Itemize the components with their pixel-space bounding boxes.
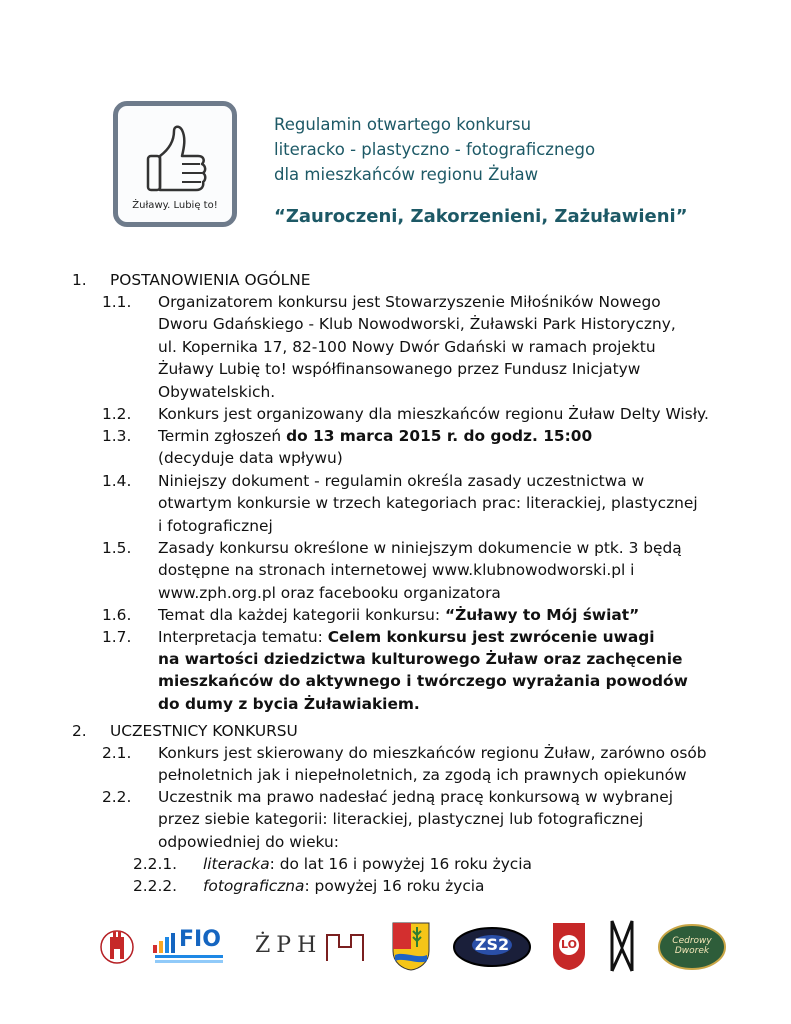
item-text <box>158 626 738 648</box>
gmina-coat-of-arms-logo <box>391 921 431 971</box>
item-text: dostępne na stronach internetowej www.klubnowodworski.pl i <box>158 561 635 580</box>
item-text: Organizatorem konkursu jest Stowarzyszenie Miłośników Nowego <box>158 293 661 311</box>
monogram-logo <box>610 919 634 973</box>
item-number: 1.3. <box>102 427 132 445</box>
thumbs-up-logo <box>113 101 237 227</box>
category-term: fotograficzna <box>203 877 305 895</box>
zph-logo-text: ŻPH <box>255 933 323 958</box>
item-number: 2.1. <box>102 744 132 762</box>
section-number: 2. <box>72 722 87 740</box>
subitem-number: 2.2.1. <box>133 855 178 873</box>
zph-logo <box>255 927 367 967</box>
item-text: przez siebie kategorii: literackiej, plastycznej lub fotograficznej <box>158 810 644 829</box>
item-text: Niniejszy dokument - regulamin określa zasady uczestnictwa w <box>158 472 645 490</box>
item-text: otwartym konkursie w trzech kategoriach prac: literackiej, plastycznej <box>158 494 698 513</box>
interpretation-text: na wartości dziedzictwa kulturowego Żuław oraz zachęcenie <box>158 650 683 668</box>
item-text: www.zph.org.pl oraz facebooku organizatora <box>158 583 501 602</box>
klub-nowodworski-logo <box>100 923 134 971</box>
category-age: : powyżej 16 roku życia <box>304 877 485 895</box>
interpretation-text: Celem konkursu jest zwrócenie uwagi <box>327 628 655 646</box>
item-number: 1.7. <box>102 628 132 646</box>
item-text <box>158 425 738 447</box>
item-number: 1.5. <box>102 539 132 557</box>
item-text: ul. Kopernika 17, 82-100 Nowy Dwór Gdański w ramach projektu <box>158 337 656 356</box>
logo-caption: Żuławy. Lubię to! <box>132 200 218 211</box>
subitem-number: 2.2.2. <box>133 877 178 895</box>
title-line: Regulamin otwartego konkursu <box>274 115 532 134</box>
lo-badge-logo <box>551 921 587 971</box>
interpretation-text: mieszkańców do aktywnego i twórczego wyrażania powodów <box>158 672 688 691</box>
item-number: 1.1. <box>102 293 132 311</box>
item-text: pełnoletnich jak i niepełnoletnich, za zgodą ich prawnych opiekunów <box>158 766 687 785</box>
sponsor-logos <box>95 915 735 980</box>
item-text: Obywatelskich. <box>158 382 276 401</box>
deadline-date: do 13 marca 2015 r. do godz. 15:00 <box>286 427 593 445</box>
item-text: (decyduje data wpływu) <box>158 449 343 468</box>
item-text: Uczestnik ma prawo nadesłać jedną pracę konkursową w wybranej <box>158 788 674 806</box>
fio-logo-text: FIO <box>179 927 221 952</box>
item-text: Dworu Gdańskiego - Klub Nowodworski, Żuławski Park Historyczny, <box>158 315 676 334</box>
cedrowy-dworek-text: Cedrowy Dworek <box>672 936 712 956</box>
item-number: 2.2. <box>102 788 132 806</box>
item-text: Zasady konkursu określone w niniejszym dokumencie w ptk. 3 będą <box>158 539 682 557</box>
section-title: UCZESTNICY KONKURSU <box>110 722 298 740</box>
interpretation-label: Interpretacja tematu: <box>158 628 328 646</box>
contest-slogan: “Zauroczeni, Zakorzenieni, Zażuławieni” <box>274 206 688 227</box>
fio-logo <box>153 927 229 967</box>
category-term: literacka <box>203 855 270 873</box>
item-number: 1.2. <box>102 405 132 423</box>
theme-label: Temat dla każdej kategorii konkursu: <box>158 606 445 624</box>
zs2-logo <box>451 925 533 969</box>
zs2-logo-text: ZS2 <box>474 935 510 954</box>
cedrowy-dworek-logo <box>657 923 727 971</box>
item-text: Żuławy Lubię to! współfinansowanego przez Fundusz Inicjatyw <box>158 360 641 379</box>
item-text <box>158 604 738 626</box>
item-text: Konkurs jest skierowany do mieszkańców regionu Żuław, zarówno osób <box>158 744 707 762</box>
category-age: : do lat 16 i powyżej 16 roku życia <box>269 855 532 873</box>
deadline-label: Termin zgłoszeń <box>158 427 287 445</box>
title-line: dla mieszkańców regionu Żuław <box>274 165 539 184</box>
thumbs-up-icon <box>140 116 210 196</box>
interpretation-text: do dumy z bycia Żuławiakiem. <box>158 694 420 713</box>
title-line: literacko - plastyczno - fotograficznego <box>274 140 596 159</box>
item-text: Konkurs jest organizowany dla mieszkańców regionu Żuław Delty Wisły. <box>158 405 709 423</box>
page-title <box>274 112 595 187</box>
item-text: odpowiedniej do wieku: <box>158 832 339 851</box>
item-number: 1.6. <box>102 606 132 624</box>
item-number: 1.4. <box>102 472 132 490</box>
lo-badge-text: LO <box>561 938 577 951</box>
item-text: i fotograficznej <box>158 516 273 535</box>
section-number: 1. <box>72 271 87 289</box>
theme-title: “Żuławy to Mój świat” <box>444 606 640 624</box>
section-title: POSTANOWIENIA OGÓLNE <box>110 271 311 289</box>
